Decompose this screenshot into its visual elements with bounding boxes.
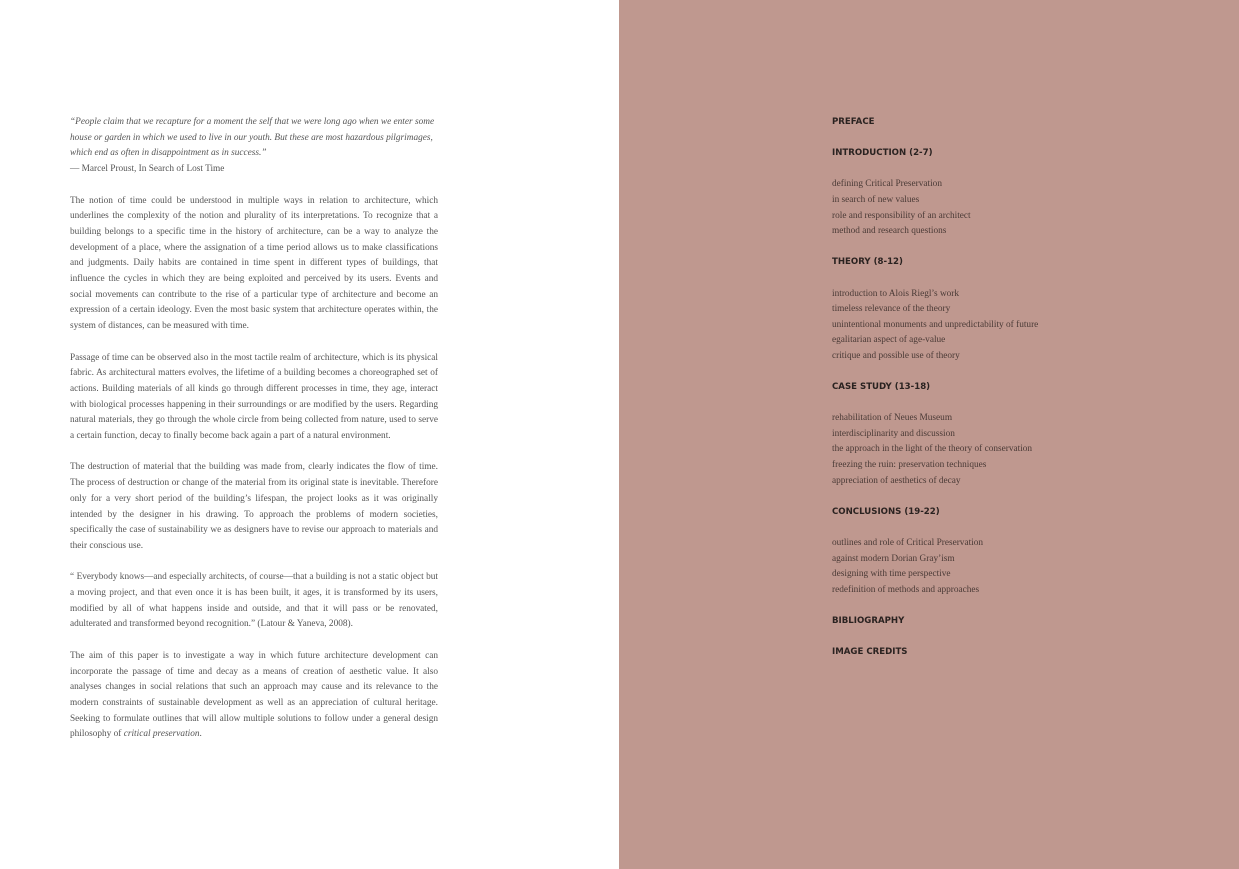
left-page: [0, 0, 619, 869]
epigraph-attribution: — Marcel Proust, In Search of Lost Time: [70, 164, 225, 175]
toc-item: timeless relevance of the theory: [832, 304, 951, 315]
toc-item: freezing the ruin: preservation techniques: [832, 460, 987, 471]
toc-heading: PREFACE: [832, 117, 875, 127]
toc-item-list: [832, 411, 1212, 489]
toc-item: role and responsibility of an architect: [832, 210, 971, 221]
body-paragraph: The notion of time could be understood in multiple ways in relation to architecture, which underlines the complexity of the notion and plurality of its interpretations. To recognize that a building belongs to a specific time in the history of architecture, can be a way to analyze the development of a place, where the assignation of a time period allows us to make classifications and judgments. Daily habits are contained in time spent in different types of buildings, that influence the cycles in which they are being exploited and perceived by its users. Events and social movements can contribute to the rise of a particular type of architecture and become an expression of a certain ideology. Even the most basic system that architecture operates within, the system of distances, can be measured with time.: [70, 195, 438, 332]
toc-item: appreciation of aesthetics of decay: [832, 475, 961, 486]
body-paragraph: “ Everybody knows—and especially architects, of course—that a building is not a static object but a moving project, and that even once it is has been built, it ages, it is transformed by its users, modified by all of what happens inside and outside, and that it will pass or be renovated, adulterated and transformed beyond recognition.” (Latour & Yaneva, 2008).: [70, 572, 438, 630]
toc-item: against modern Dorian Gray’ism: [832, 553, 955, 564]
toc-item-list: [832, 287, 1212, 365]
toc-item: interdisciplinarity and discussion: [832, 428, 955, 439]
toc-item: the approach in the light of the theory of conservation: [832, 444, 1033, 455]
toc-item: egalitarian aspect of age-value: [832, 335, 946, 346]
toc-heading: IMAGE CREDITS: [832, 647, 908, 658]
body-paragraph: The destruction of material that the building was made from, clearly indicates the flow of time. The process of destruction or change of the material from its original state is inevitable. Therefore only for a very short period of the building’s lifespan, the project looks as it was originally intended by the designer in his drawing. To approach the problems of modern societies, specifically the case of sustainability we as designers have to revise our approach to materials and their conscious use.: [70, 462, 438, 551]
toc-item: in search of new values: [832, 194, 920, 205]
toc-item: outlines and role of Critical Preservation: [832, 538, 984, 549]
toc-item-list: [832, 536, 1212, 598]
toc-heading: INTRODUCTION (2-7): [832, 148, 933, 159]
epigraph-quote: [70, 115, 438, 162]
table-of-contents: [832, 115, 1212, 676]
epigraph-line: “People claim that we recapture for a moment the self that we were long ago when we enter some: [70, 117, 435, 127]
toc-item: method and research questions: [832, 226, 947, 237]
toc-item: defining Critical Preservation: [832, 179, 942, 190]
toc-heading: CONCLUSIONS (19-22): [832, 506, 940, 517]
epigraph-line: which end as often in disappointment as in success.”: [70, 148, 267, 159]
toc-item: introduction to Alois Riegl’s work: [832, 288, 960, 299]
body-paragraph: Passage of time can be observed also in the most tactile realm of architecture, which is its physical fabric. As architectural matters evolves, the lifetime of a building becomes a choreographed set of actions. Building materials of all kinds go through different processes in time, they age, interact with biological processes happening in their surroundings or are modified by the users. Regarding natural materials, they go through the whole circle from being collected from nature, used to serve a certain function, decay to finally become back again a part of a natural environment.: [70, 352, 438, 442]
toc-heading: CASE STUDY (13-18): [832, 382, 931, 393]
toc-item: redefinition of methods and approaches: [832, 584, 980, 595]
toc-heading: THEORY (8-12): [832, 257, 903, 268]
toc-item-list: [832, 177, 1212, 239]
toc-item: rehabilitation of Neues Museum: [832, 413, 953, 424]
body-paragraph-final: [70, 649, 438, 743]
final-paragraph-emphasis: critical preservation: [123, 729, 200, 740]
toc-item: designing with time perspective: [832, 569, 951, 580]
body-text-column: [70, 115, 438, 743]
toc-item: unintentional monuments and unpredictability of future: [832, 319, 1039, 330]
epigraph-line: house or garden in which we used to live in our youth. But these are most hazardous pilgrimages,: [70, 132, 433, 143]
final-paragraph-end: .: [199, 729, 202, 740]
toc-heading: BIBLIOGRAPHY: [832, 616, 905, 626]
toc-item: critique and possible use of theory: [832, 350, 960, 361]
final-paragraph-text: The aim of this paper is to investigate a way in which future architecture development can incorporate the passage of time and decay as a means of creation of aesthetic value. It also analyses changes in social relations that such an approach may cause and its relevance to the modern constraints of sustainable development as well as an appreciation of cultural heritage. Seeking to formulate outlines that will allow multiple solutions to follow under a general design philosophy of: [70, 650, 438, 740]
